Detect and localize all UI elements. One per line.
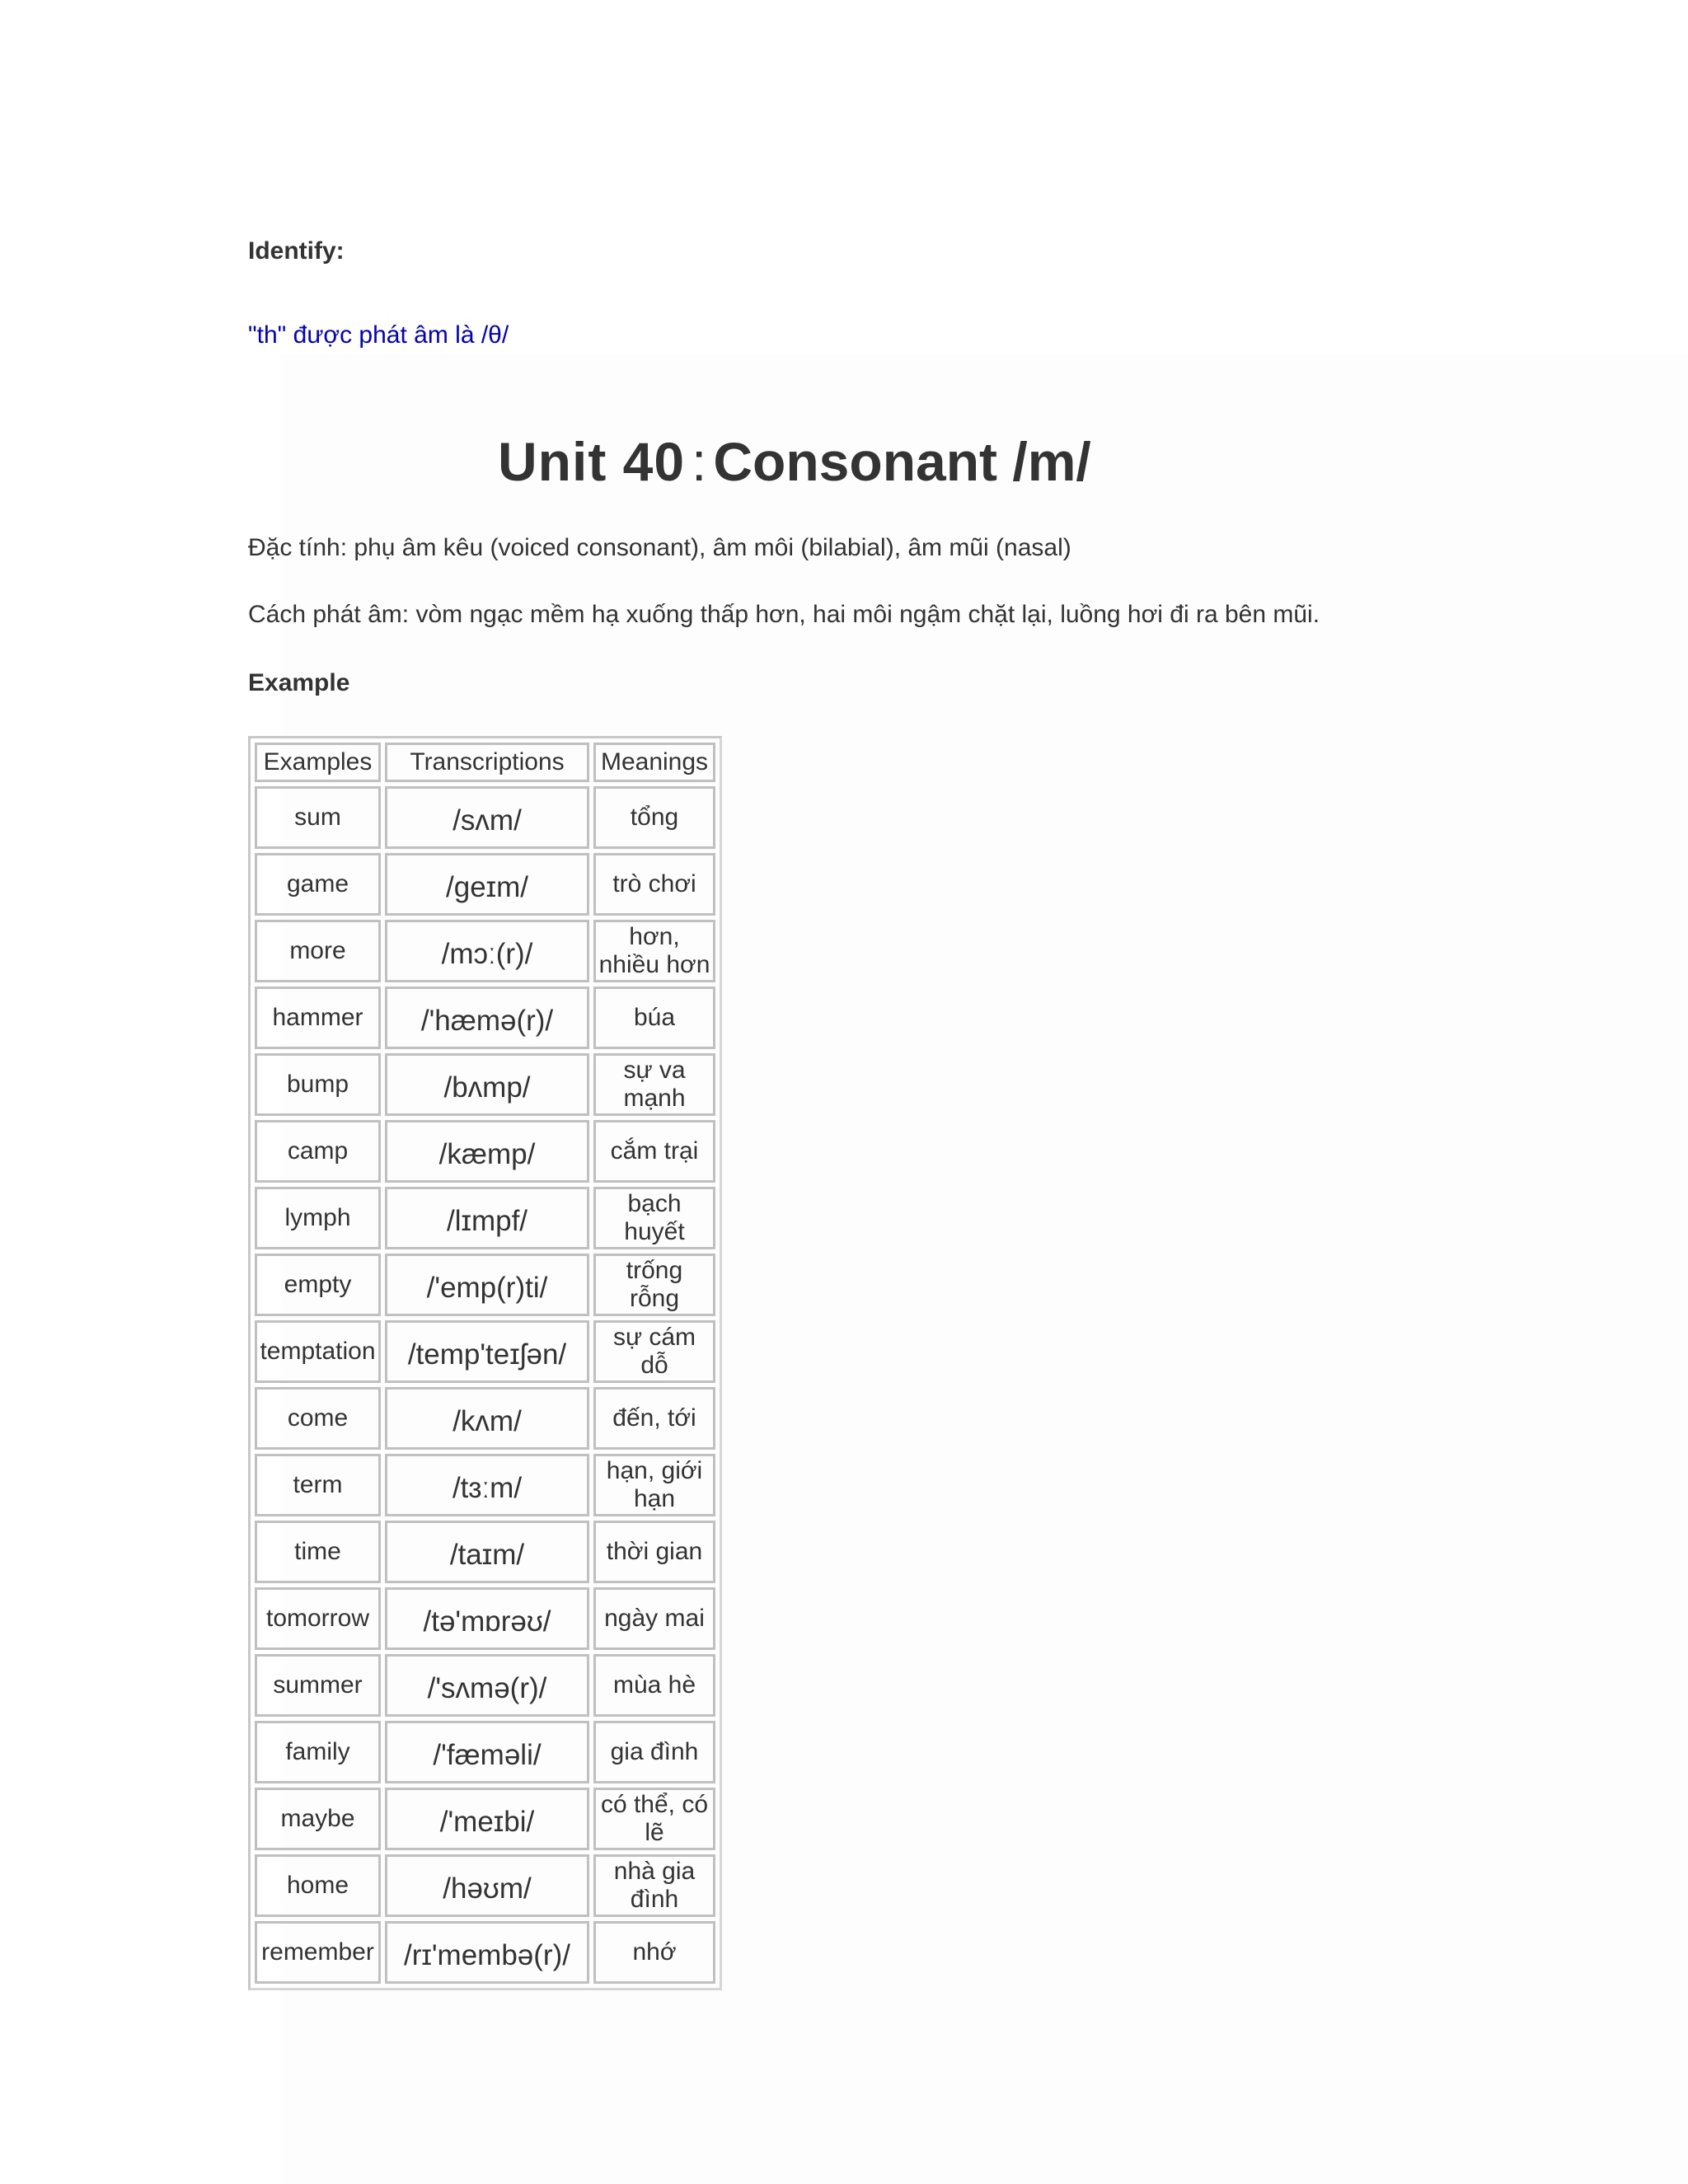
characteristics-text: Đặc tính: phụ âm kêu (voiced consonant), âm môi (bilabial), âm mũi (nasal) xyxy=(248,534,1071,561)
example-meaning: trống rỗng xyxy=(593,1254,715,1316)
example-word: summer xyxy=(255,1654,381,1717)
table-row xyxy=(255,1521,715,1583)
example-meaning: hơn, nhiều hơn xyxy=(593,920,715,982)
example-transcription-cell xyxy=(385,920,589,982)
table-row xyxy=(255,1587,715,1650)
example-transcription: /tɜːm/ xyxy=(452,1472,523,1504)
example-transcription-cell xyxy=(385,1521,589,1583)
header-examples: Examples xyxy=(255,743,381,782)
example-word: family xyxy=(255,1721,381,1783)
page-title xyxy=(498,430,1091,493)
example-transcription-cell xyxy=(385,1921,589,1984)
example-transcription-cell xyxy=(385,1854,589,1917)
example-word: come xyxy=(255,1387,381,1450)
example-transcription: /'fæməli/ xyxy=(433,1739,542,1771)
table-row xyxy=(255,1053,715,1116)
pronunciation-text: Cách phát âm: vòm ngạc mềm hạ xuống thấp hơn, hai môi ngậm chặt lại, luồng hơi đi ra bên mũi. xyxy=(248,601,1320,628)
example-transcription-cell xyxy=(385,1053,589,1116)
example-word: camp xyxy=(255,1120,381,1183)
table-row xyxy=(255,1921,715,1984)
example-meaning: mùa hè xyxy=(593,1654,715,1717)
example-transcription-cell xyxy=(385,1454,589,1516)
example-word: empty xyxy=(255,1254,381,1316)
example-meaning: tổng xyxy=(593,786,715,849)
table-row xyxy=(255,1854,715,1917)
table-row xyxy=(255,1120,715,1183)
examples-table xyxy=(248,736,722,1990)
table-row xyxy=(255,1454,715,1516)
example-transcription: /bʌmp/ xyxy=(443,1071,531,1104)
example-transcription-cell xyxy=(385,1254,589,1316)
example-transcription: /'sʌmə(r)/ xyxy=(427,1672,547,1704)
table-header-row xyxy=(255,743,715,782)
table-row xyxy=(255,853,715,916)
example-word: lymph xyxy=(255,1187,381,1249)
example-transcription: /geɪm/ xyxy=(446,871,528,903)
example-transcription-cell xyxy=(385,853,589,916)
example-word: remember xyxy=(255,1921,381,1984)
example-transcription: /lɪmpf/ xyxy=(446,1205,528,1237)
example-transcription-cell xyxy=(385,987,589,1049)
example-meaning: ngày mai xyxy=(593,1587,715,1650)
example-meaning: có thể, có lẽ xyxy=(593,1788,715,1850)
table-row xyxy=(255,1254,715,1316)
example-transcription-cell xyxy=(385,1654,589,1717)
example-word: game xyxy=(255,853,381,916)
title-colon: : xyxy=(692,431,707,492)
example-word: hammer xyxy=(255,987,381,1049)
title-unit: Unit 40 xyxy=(498,431,686,492)
example-transcription: /taɪm/ xyxy=(449,1539,525,1571)
example-meaning: đến, tới xyxy=(593,1387,715,1450)
example-heading: Example xyxy=(248,669,350,696)
example-meaning: bạch huyết xyxy=(593,1187,715,1249)
example-meaning: sự va mạnh xyxy=(593,1053,715,1116)
example-meaning: nhà gia đình xyxy=(593,1854,715,1917)
examples-table-wrapper xyxy=(248,736,722,1990)
header-meanings: Meanings xyxy=(593,743,715,782)
example-word: term xyxy=(255,1454,381,1516)
example-word: maybe xyxy=(255,1788,381,1850)
table-row xyxy=(255,1788,715,1850)
example-transcription: /mɔː(r)/ xyxy=(441,938,533,970)
example-transcription-cell xyxy=(385,1120,589,1183)
example-transcription: /temp'teɪʃən/ xyxy=(407,1338,567,1371)
example-transcription: /kæmp/ xyxy=(438,1138,536,1170)
example-transcription: /tə'mɒrəʊ/ xyxy=(423,1605,551,1638)
example-transcription-cell xyxy=(385,1788,589,1850)
table-row xyxy=(255,1320,715,1383)
header-transcriptions: Transcriptions xyxy=(385,743,589,782)
example-transcription: /sʌm/ xyxy=(452,804,522,837)
table-row xyxy=(255,1187,715,1249)
table-row xyxy=(255,920,715,982)
example-transcription: /'hæmə(r)/ xyxy=(420,1005,554,1037)
example-meaning: cắm trại xyxy=(593,1120,715,1183)
th-pronunciation-note: "th" được phát âm là /θ/ xyxy=(248,321,509,349)
example-transcription-cell xyxy=(385,1387,589,1450)
example-transcription-cell xyxy=(385,1587,589,1650)
example-transcription-cell xyxy=(385,1320,589,1383)
example-word: sum xyxy=(255,786,381,849)
table-row xyxy=(255,786,715,849)
example-transcription: /rɪ'membə(r)/ xyxy=(404,1939,570,1971)
example-meaning: hạn, giới hạn xyxy=(593,1454,715,1516)
example-transcription: /'meɪbi/ xyxy=(439,1806,535,1838)
example-word: temptation xyxy=(255,1320,381,1383)
example-transcription: /kʌm/ xyxy=(452,1405,522,1437)
identify-label: Identify: xyxy=(248,237,345,265)
example-word: tomorrow xyxy=(255,1587,381,1650)
example-transcription-cell xyxy=(385,786,589,849)
table-row xyxy=(255,1654,715,1717)
table-row xyxy=(255,1387,715,1450)
example-word: time xyxy=(255,1521,381,1583)
example-transcription-cell xyxy=(385,1187,589,1249)
example-meaning: gia đình xyxy=(593,1721,715,1783)
title-consonant: Consonant /m/ xyxy=(713,431,1091,492)
example-meaning: nhớ xyxy=(593,1921,715,1984)
example-meaning: thời gian xyxy=(593,1521,715,1583)
example-transcription: /'emp(r)ti/ xyxy=(426,1272,548,1304)
example-transcription: /həʊm/ xyxy=(443,1872,532,1905)
example-word: more xyxy=(255,920,381,982)
example-word: bump xyxy=(255,1053,381,1116)
example-meaning: sự cám dỗ xyxy=(593,1320,715,1383)
example-meaning: búa xyxy=(593,987,715,1049)
table-row xyxy=(255,987,715,1049)
example-transcription-cell xyxy=(385,1721,589,1783)
table-row xyxy=(255,1721,715,1783)
example-meaning: trò chơi xyxy=(593,853,715,916)
example-word: home xyxy=(255,1854,381,1917)
